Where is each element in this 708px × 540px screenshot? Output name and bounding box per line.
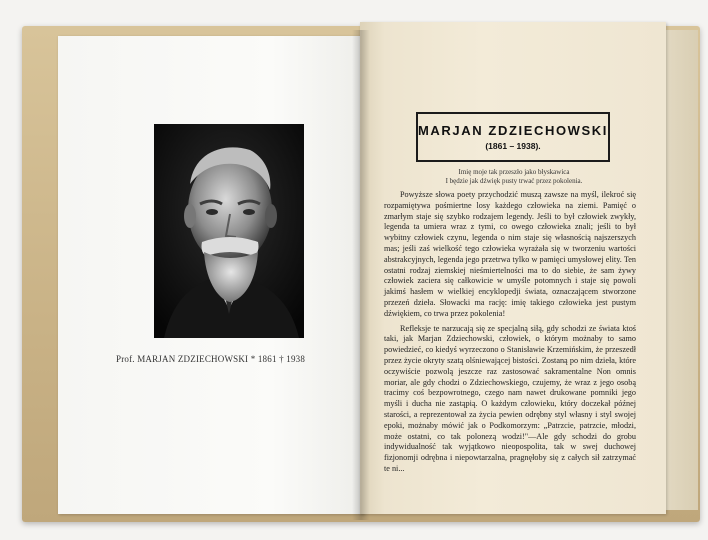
portrait-illustration xyxy=(154,124,304,338)
title-box xyxy=(416,112,610,162)
portrait-caption: Prof. MARJAN ZDZIECHOWSKI * 1861 † 1938 xyxy=(116,354,306,364)
title-dates: (1861 – 1938). xyxy=(485,141,541,151)
page-title: MARJAN ZDZIECHOWSKI xyxy=(418,123,609,138)
epigraph xyxy=(414,168,614,186)
epigraph-line: I będzie jak dźwięk pusty trwać przez pokolenia. xyxy=(445,177,583,185)
body-text xyxy=(384,190,636,475)
portrait-photo xyxy=(154,124,304,338)
book-gutter xyxy=(352,30,370,520)
epigraph-line: Imię moje tak przeszło jako błyskawica xyxy=(458,168,570,176)
paragraph: Refleksje te narzucają się ze specjalną siłą, gdy schodzi ze świata ktoś taki, jak Marjan Zdziechowski, człowiek, o którym możnaby to samo powiedzieć, co kiedyś wyrzeczono o Stanisławie Krzemińskim, że przeszedł przez życie okryty szatą olśniewającej bistości. Zostaną po nim dzieła, które oczywiście pozwolą jeszcze raz zastosować sakramentalne Non omnis moriar, ale gdy chodzi o Zdziechowskiego, czujemy, że wraz z jego osobą tracimy coś bezpowrotnego, czego nam nawet drukowane pomniki jego myśli i ducha nie zastąpią. O każdym człowieku, który doczekał późnej starości, a reprezentował za życia pewien odrębny styl własny i styl swojej epoki, możnaby mówić jak o Podkomorzym: „Patrzcie, patrzcie, młodzi, może ostatni, co tak polonezą wodzi!"—Ale gdy schodzi do grobu indywidualność tak wyjątkowo nieopospolita, tak w swej duchowej fizjonomji odrębna i niepowtarzalna, pragnęłoby się z całych sił zatrzymać te ni... xyxy=(384,323,636,473)
paragraph: Powyższe słowa poety przychodzić muszą zawsze na myśl, ilekroć się rozpamiętywa pośmiertne losy każdego człowieka na ziemi. Pamięć o zmarłym staje się szybko rodzajem legendy. Jeśli to był człowiek zwykły, legenda ta umiera wraz z tymi, co owego człowieka znali; jeśli to był wybitny człowiek czynu, legenda o nim staje się własnością najszerszych mas; jeśli zaś wielkość tego człowieka wyrażała się w tworzeniu wartości abstrakcyjnych, legenda jego przetrwa tylko w pamięci umysłowej elity. Ten ostatni rodzaj ziemskiej nieśmiertelności ma to do siebie, że sam żywy człowiek zaciera się całkowicie w umyśle potomnych i staje się powoli jakimś hasłem w wielkiej encyklopedji świata, oznaczającem stworzone przezeń dzieła. Słowacki ma rację: imię takiego człowieka jest pustym dźwiękiem, co trwa przez pokolenia! xyxy=(384,190,636,318)
